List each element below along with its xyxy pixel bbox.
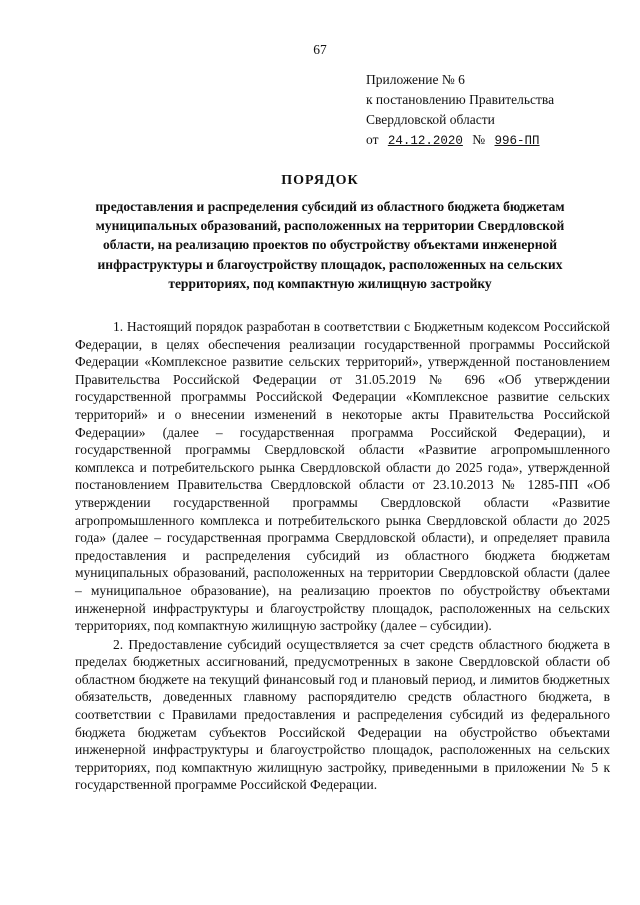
from-label: от <box>366 132 379 147</box>
appendix-line-1: Приложение № 6 <box>366 72 465 87</box>
decree-number: 996-ПП <box>494 134 540 148</box>
number-label: № <box>472 132 486 147</box>
document-body <box>75 318 610 794</box>
appendix-line-2: к постановлению Правительства <box>366 92 555 107</box>
paragraph-1: 1. Настоящий порядок разработан в соответствии с Бюджетным кодексом Российской Федерации, в целях обеспечения реализации государственной программы Российской Федерации «Комплексное развитие сельских территорий», утвержденной постановлением Правительства Российской Федерации от 31.05.2019 № 696 «Об утверждении государственной программы Российской Федерации «Комплексное развитие сельских территорий» и о внесении изменений в некоторые акты Правительства Российской Федерации» (далее – государственная программа Российской Федерации), и государственной программы Свердловской области «Развитие агропромышленного комплекса и потребительского рынка Свердловской области до 2025 года», утвержденной постановлением Правительства Свердловской области от 23.10.2013 № 1285-ПП «Об утверждении государственной программы Свердловской области «Развитие агропромышленного комплекса и потребительского рынка Свердловской области до 2025 года» (далее – государственная программа Свердловской области), и определяет правила предоставления и распределения субсидий из областного бюджета бюджетам муниципальных образований, расположенных на территории Свердловской области (далее – муниципальное образование), на реализацию проектов по обустройству объектами инженерной инфраструктуры и благоустройству площадок, расположенных на сельских территориях, под компактную жилищную застройку (далее – субсидии). <box>75 319 610 634</box>
document-title: ПОРЯДОК <box>281 173 359 188</box>
decree-date: 24.12.2020 <box>387 134 463 148</box>
appendix-line-3: Свердловской области <box>366 112 495 127</box>
paragraph-2: 2. Предоставление субсидий осуществляется за счет средств областного бюджета в пределах бюджетных ассигнований, предусмотренных в законе Свердловской области об областном бюджете на текущий финансовый год и плановый период, и лимитов бюджетных обязательств, доведенных главному распорядителю средств областного бюджета, в соответствии с Правилами предоставления и распределения субсидий из федерального бюджета бюджетам субъектов Российской Федерации на обустройство объектами инженерной инфраструктуры и благоустройство площадок, расположенных на сельских территориях, под компактную жилищную застройку, приведенными в приложении № 5 к государственной программе Российской Федерации. <box>75 636 610 793</box>
appendix-block <box>366 70 606 151</box>
page-number: 67 <box>313 42 327 57</box>
document-subtitle: предоставления и распределения субсидий из областного бюджета бюджетам муниципальных образований, расположенных на территории Свердловской области, на реализацию проектов по обустройству объектами инженерной инфраструктуры и благоустройству площадок, расположенных на сельских территориях, под компактную жилищную застройку <box>95 199 565 291</box>
appendix-date-line <box>366 130 606 151</box>
